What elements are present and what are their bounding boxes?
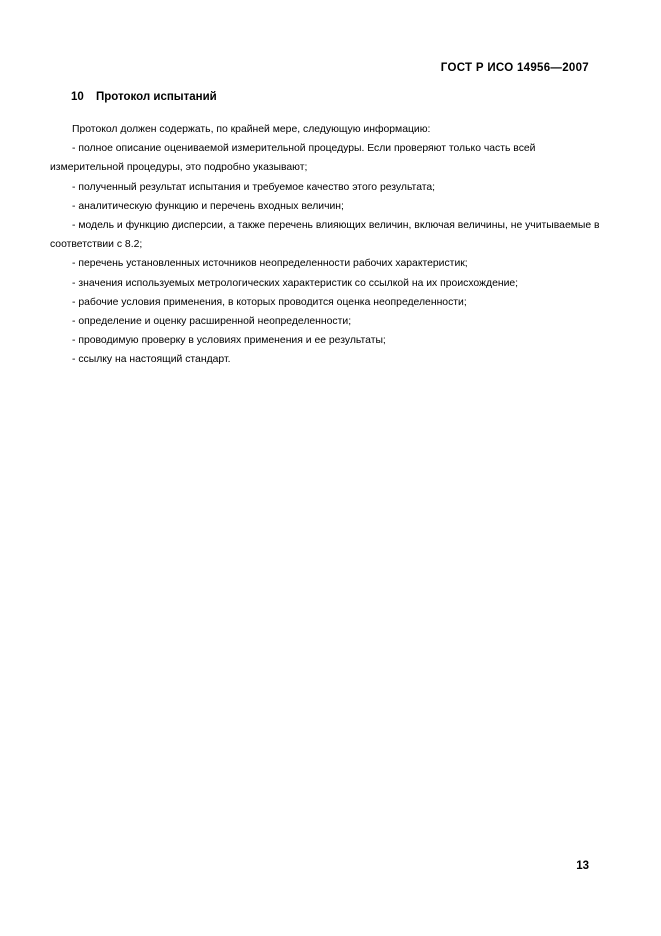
body-text-block	[50, 120, 610, 370]
list-item: - значения используемых метрологических характеристик со ссылкой на их происхождение;	[72, 277, 519, 289]
page-number: 13	[576, 860, 589, 872]
list-item: - рабочие условия применения, в которых проводится оценка неопределенности;	[72, 296, 467, 308]
list-item: - перечень установленных источников неопределенности рабочих характеристик;	[72, 258, 468, 270]
section-number: 10	[71, 91, 84, 103]
list-item: - проводимую проверку в условиях применения и ее результаты;	[72, 335, 386, 347]
section-heading	[71, 91, 217, 103]
paragraph-intro: Протокол должен содержать, по крайней мере, следующую информацию:	[72, 124, 431, 135]
list-item: - ссылку на настоящий стандарт.	[72, 354, 231, 366]
section-title: Протокол испытаний	[96, 91, 217, 103]
list-item: - аналитическую функцию и перечень входных величин;	[72, 200, 344, 212]
list-item: - модель и функцию дисперсии, а также перечень влияющих величин, включая величины, не учитываемые в соответствии с 8.2;	[50, 220, 603, 251]
list-item: - полученный результат испытания и требуемое качество этого результата;	[72, 181, 436, 193]
list-item: - полное описание оцениваемой измерительной процедуры. Если проверяют только часть всей измерительной процедуры, это подробно указывают;	[50, 143, 539, 174]
page-header-standard-number: ГОСТ Р ИСО 14956—2007	[440, 62, 589, 74]
list-item: - определение и оценку расширенной неопределенности;	[72, 316, 352, 328]
